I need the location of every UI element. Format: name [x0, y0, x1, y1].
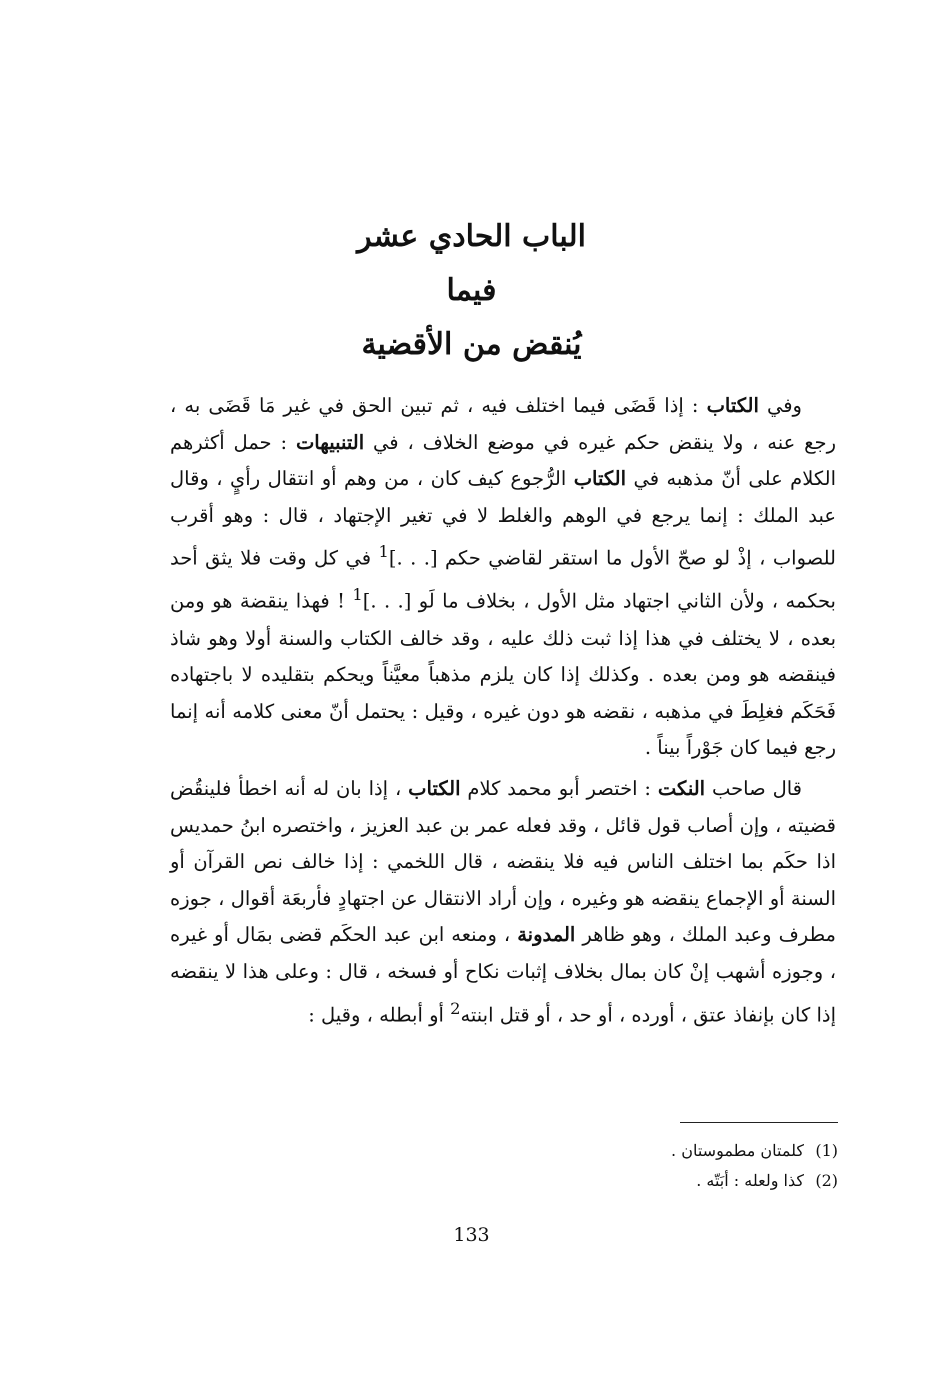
body-text: [170, 388, 836, 1034]
footnotes: [400, 1136, 838, 1196]
footnote-1: [400, 1136, 838, 1166]
keyword-tanbihat: التنبيهات: [295, 430, 365, 454]
footnote-2: [400, 1166, 838, 1196]
paragraph-1: [170, 388, 836, 767]
keyword-mudawwana: المدونة: [517, 923, 576, 947]
footnote-text: كلمتان مطموستان .: [671, 1141, 804, 1160]
footnote-ref-2: 2: [450, 998, 461, 1018]
text-run: ! فهذا ينقضة هو ومن بعده ، لا يختلف في هذا إذا ثبت ذلك عليه ، وقد خالف الكتاب والسنة أولا وهو شاذ فينقضه هو ومن بعده . وكذلك إذا كان يلزم مذهباً معيَّناً ويحكم بتقليده لا باجتهاده فَحَكَم فغلِطَ في مذهبه ، نقضه هو دون غيره ، وقيل : يحتمل أنّ معنى كلامه أنه إنما رجع فيما كان جَوْراً بيناً .: [170, 589, 836, 760]
keyword-kitab: الكتاب: [706, 394, 759, 417]
footnote-divider: [680, 1122, 838, 1123]
keyword-nukat: النكت: [657, 776, 706, 800]
footnote-number: (2): [815, 1171, 838, 1190]
text-run: : حمل أكثرهم الكلام على أنّ مذهبه في: [170, 430, 837, 491]
text-run: ، إذا بان له أنه اخطأ فلينقُض قضيته ، وإن أصاب قول قائل ، وقد فعله عمر بن عبد العزيز ، واختصره ابنُ حمديس اذا حكَم بما اختلف الناس فيه فلا ينقضه ، قال اللخمي : إذا خالف نص القرآن أو السنة أو الإجماع ينقضه هو وغيره ، وإن أراد الانتقال عن اجتهادٍ فأربعَة أقوال ، جوزه مطرف وعبد الملك ، وهو ظاهر: [170, 776, 837, 947]
text-run: قال صاحب: [705, 776, 802, 800]
text-run: ، ومنعه ابن عبد الحكَم قضى بمَال أو غيره ، وجوزه أشهب إنْ كان بمال بخلاف إثبات نكاح أو فسخه ، قال : وعلى هذا لا ينقضه إذا كان بإنفاذ عتق ، أورده ، أو حد ، أو قتل ابنته: [170, 923, 836, 1026]
chapter-subtitle-1: فيما: [446, 273, 497, 308]
text-run: : اختصر أبو محمد كلام: [460, 776, 658, 800]
footnote-number: (1): [815, 1141, 838, 1160]
page-number: 133: [453, 1224, 490, 1246]
text-run: : إذا قَضَى فيما اختلف فيه ، ثم تبين الحق في غير مَا قَضَى به ، رجع عنه ، ولا ينقض حكم غيره في موضع الخلاف ، في: [170, 394, 837, 454]
keyword-kitab: الكتاب: [573, 467, 626, 491]
footnote-text: كذا ولعله : أبَتّه .: [696, 1171, 804, 1190]
chapter-subtitle-2: يُنقض من الأقضية: [361, 327, 582, 362]
chapter-title: الباب الحادي عشر: [357, 219, 586, 254]
footnote-ref-1: 1: [352, 585, 363, 605]
text-run: الرُّجوع كيف كان ، من وهم أو انتقال رأيٍ ، وقال عبد الملك : إنما يرجع في الوهم والغلط لا في تغير الإجتهاد ، قال : وهو أقرب للصواب ، إذْ لو صحّ الأول ما استقر لقاضي حكم [. . .]: [170, 467, 836, 570]
footnote-ref-1: 1: [378, 542, 389, 562]
text-run: أو أبطله ، وقيل :: [308, 1003, 451, 1026]
keyword-kitab: الكتاب: [408, 776, 461, 800]
text-run: في كل وقت فلا يثق أحد بحكمه ، ولأن الثاني اجتهاد مثل الأول ، بخلاف ما لَو [. . .]: [170, 546, 836, 613]
text-run: وفي: [758, 394, 802, 417]
paragraph-2: [170, 771, 836, 1034]
chapter-heading: [0, 210, 943, 372]
